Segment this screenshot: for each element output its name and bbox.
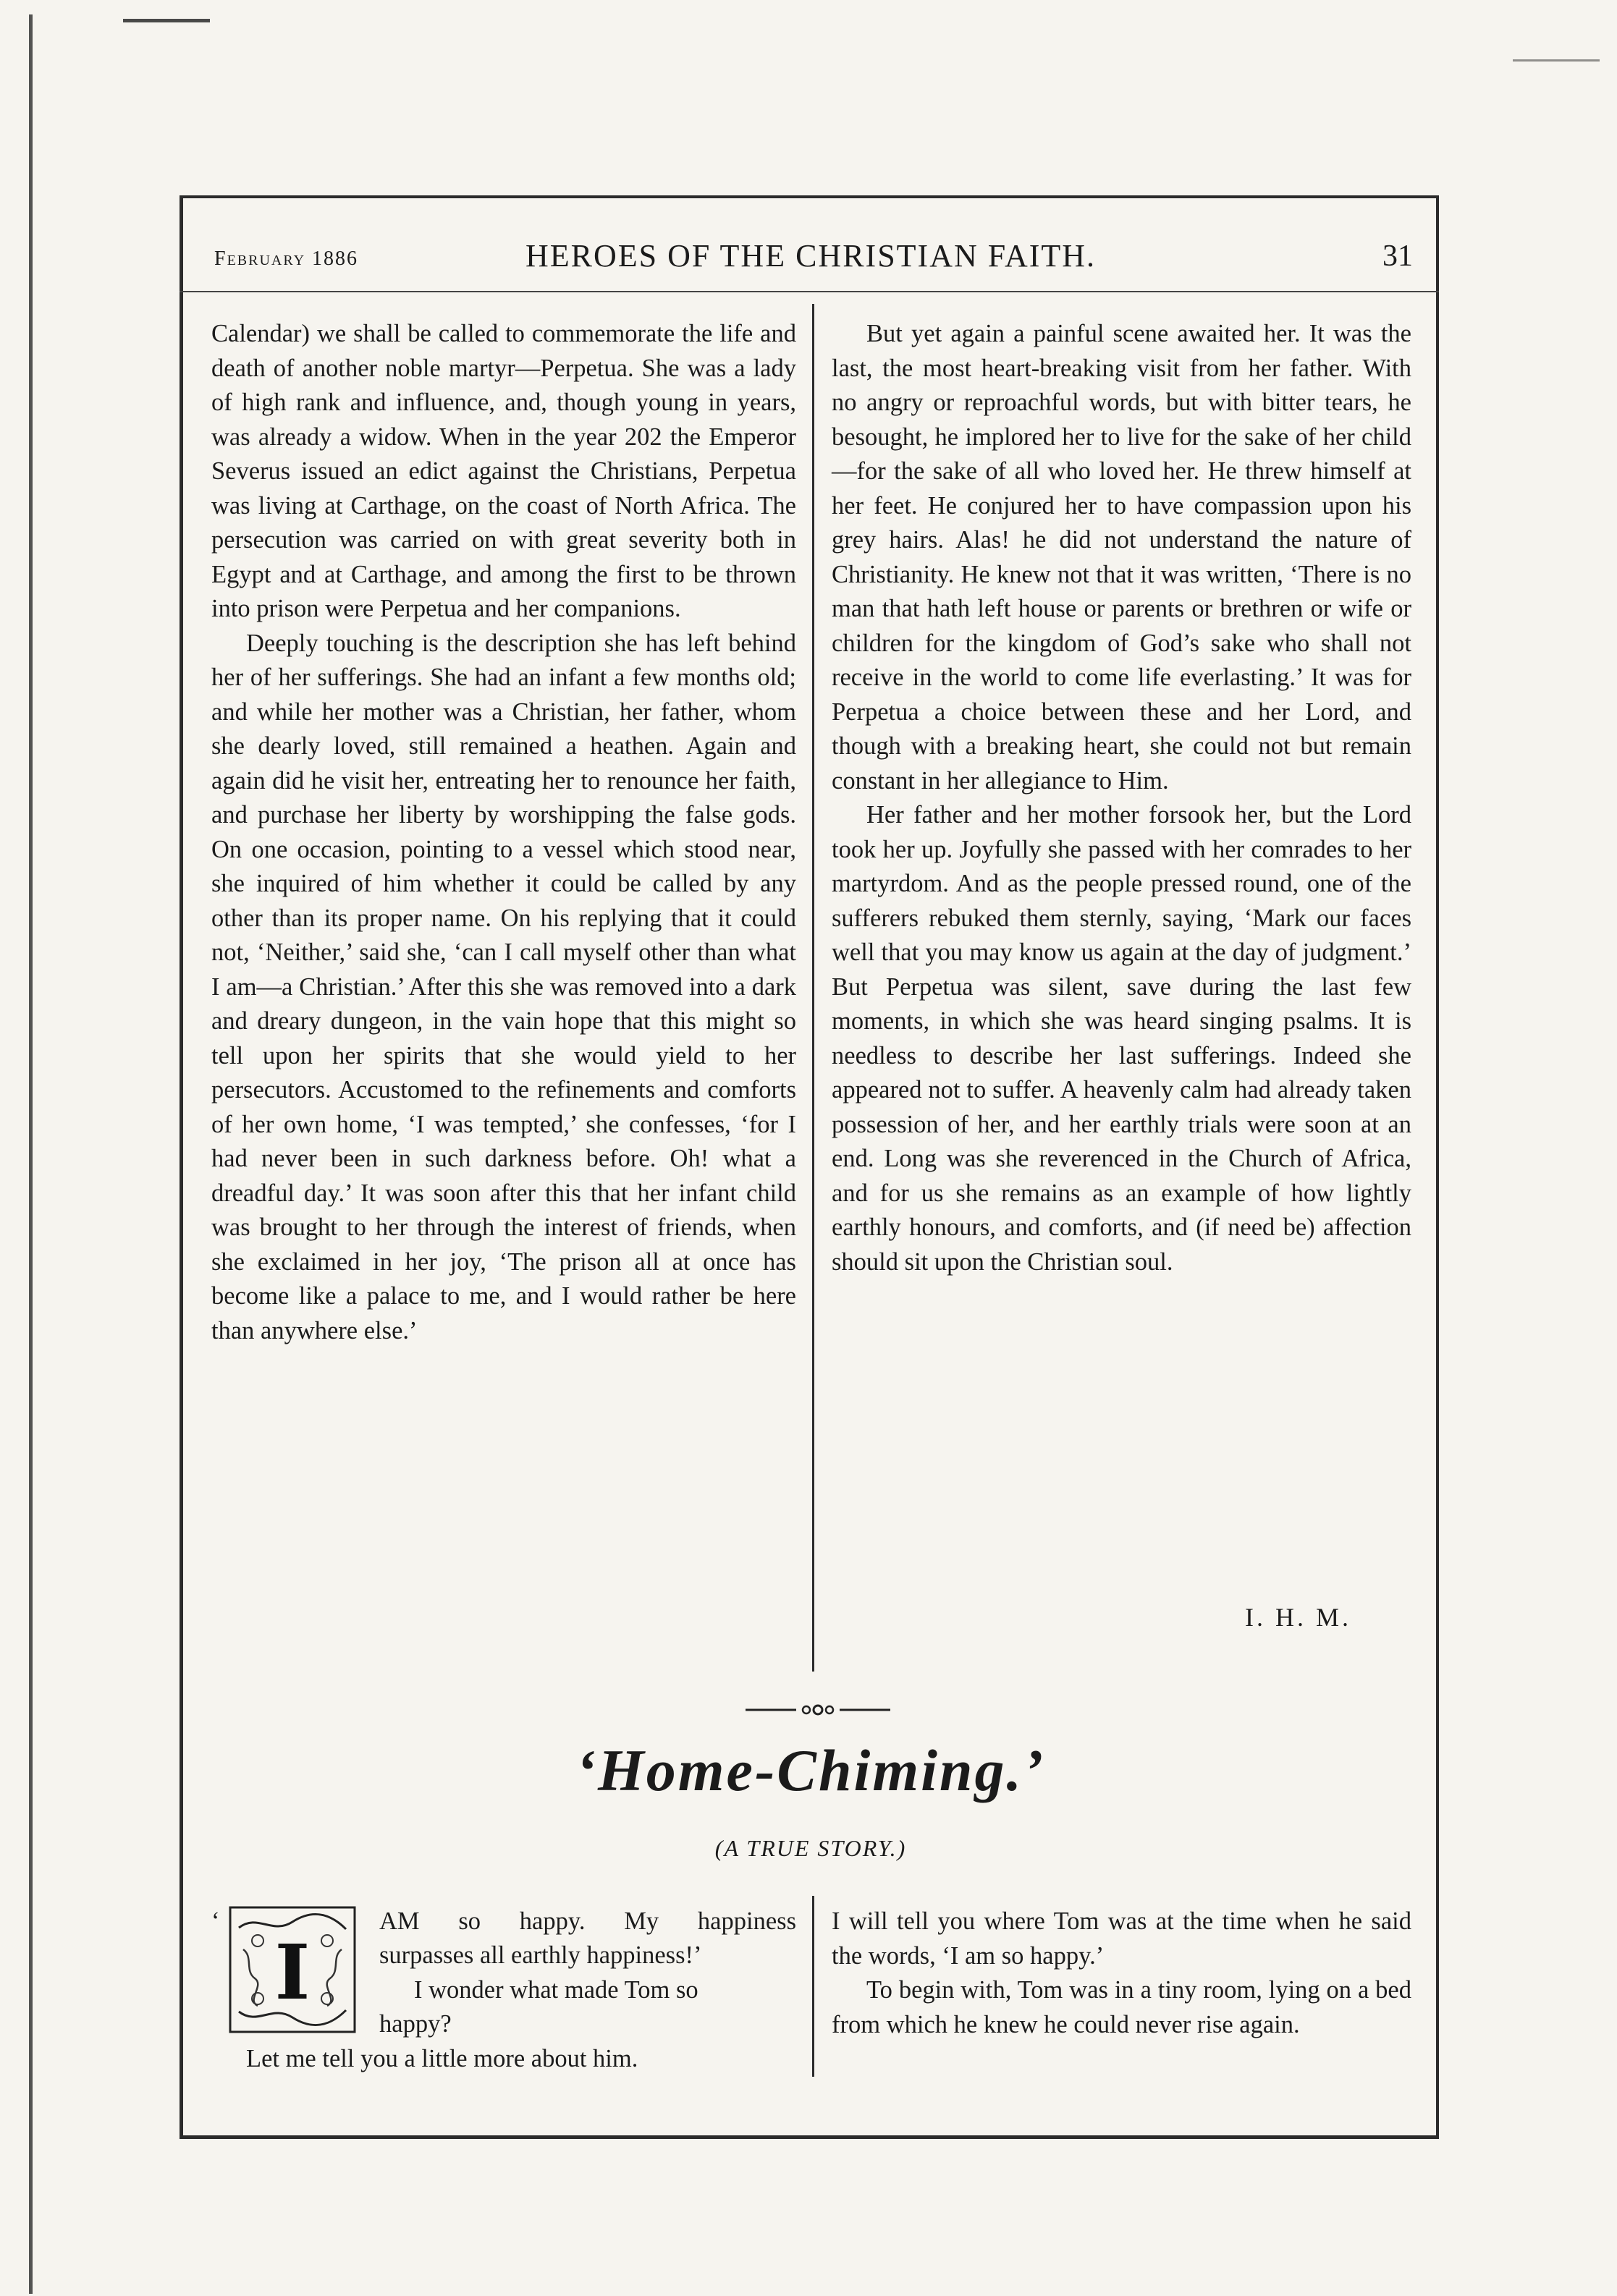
story-right-column xyxy=(832,1905,1411,2042)
header-title: HEROES OF THE CHRISTIAN FAITH. xyxy=(525,238,1097,274)
article-left-column xyxy=(211,317,796,1348)
scan-dash-mark xyxy=(1513,59,1600,62)
column-divider-story xyxy=(812,1896,814,2077)
scan-edge-mark xyxy=(29,14,33,2294)
header-rule xyxy=(180,291,1439,292)
column-divider xyxy=(812,304,814,1672)
scan-edge-mark-top xyxy=(123,19,210,22)
article-paragraph: But yet again a painful scene awaited her. It was the last, the most heart-breaking visit from her father. With no angry or reproachful words, but with bitter tears, he besought, he implored her to live for the sake of her child—for the sake of all who loved her. He threw himself at her feet. He conjured her to have compassion upon his grey hairs. Alas! he did not understand the nature of Christianity. He knew not that it was written, ‘There is no man that hath left house or parents or brethren or wife or children for the kingdom of God’s sake who shall not receive in the world to come life everlasting.’ It was for Perpetua a choice between these and her Lord, and though with a breaking heart, she could not but remain constant in her allegiance to Him. xyxy=(832,320,1411,795)
header-date: February 1886 xyxy=(214,247,359,270)
story-line: surpasses all earthly happiness!’ xyxy=(379,1941,702,1969)
story-title: ‘Home-Chiming.’ xyxy=(575,1737,1046,1803)
page-number: 31 xyxy=(1382,240,1413,273)
ornate-drop-cap xyxy=(229,1906,356,2033)
section-ornament xyxy=(746,1699,890,1721)
running-header xyxy=(210,237,1420,281)
article-paragraph: Her father and her mother forsook her, but the Lord took her up. Joyfully she passed with her comrades to her martyrdom. And as the people pressed round, one of the sufferers rebuked them sternly, saying, ‘Mark our faces well that you may know us again at the day of judgment.’ But Perpetua was silent, save during the last few moments, in which she was heard singing psalms. It is needless to describe her last sufferings. Indeed she appeared not to suffer. A heavenly calm had already taken possession of her, and her earthly trials were soon at an end. Long was she reverenced in the Church of Africa, and for us she remains as an example of how lightly earthly honours, and comforts, and (if need be) affection should sit upon the Christian soul. xyxy=(832,801,1411,1276)
article-paragraph: Calendar) we shall be called to commemorate the life and death of another noble martyr—Perpetua. She was a lady of high rank and influence, and, though young in years, was already a widow. When in the year 202 the Emperor Severus issued an edict against the Christians, Perpetua was living at Carthage, on the coast of North Africa. The persecution was carried on with great severity both in Egypt and at Carthage, and among the first to be thrown into prison were Perpetua and her companions. xyxy=(211,320,796,622)
story-line: AM so happy. My happiness xyxy=(379,1907,796,1935)
opening-quote: ‘ xyxy=(211,1907,220,1935)
article-paragraph: Deeply touching is the description she has left behind her of her sufferings. She had an infant a few months old; and while her mother was a Christian, her father, whom she dearly loved, still remained a heathen. Again and again did he visit her, entreating her to renounce her faith, and purchase her liberty by worshipping the false gods. On one occasion, pointing to a vessel which stood near, she inquired of him whether it could be called by any other than its proper name. On his replying that it could not, ‘Neither,’ said she, ‘can I call myself other than what I am—a Christian.’ After this she was removed into a dark and dreary dungeon, in the vain hope that this might so tell upon her spirits that she would yield to her persecutors. Accustomed to the refinements and comforts of her own home, ‘I was tempted,’ she confesses, ‘for I had never been in such darkness before. Oh! what a dreadful day.’ It was soon after this that her infant child was brought to her through the interest of friends, when she exclaimed in her joy, ‘The prison all at once has become like a palace to me, and I would rather be here than anywhere else.’ xyxy=(211,629,796,1344)
story-paragraph: To begin with, Tom was in a tiny room, lying on a bed from which he knew he could never rise again. xyxy=(832,1976,1411,2038)
author-signature: I. H. M. xyxy=(1245,1603,1351,1632)
story-paragraph: I will tell you where Tom was at the time when he said the words, ‘I am so happy.’ xyxy=(832,1907,1411,1970)
story-line: happy? xyxy=(379,2010,452,2038)
story-line: I wonder what made Tom so xyxy=(414,1976,698,2004)
story-line: Let me tell you a little more about him. xyxy=(246,2045,638,2072)
drop-cap-letter: I xyxy=(274,1928,311,2017)
article-right-column xyxy=(832,317,1411,1279)
story-subtitle: (A TRUE STORY.) xyxy=(714,1835,907,1861)
